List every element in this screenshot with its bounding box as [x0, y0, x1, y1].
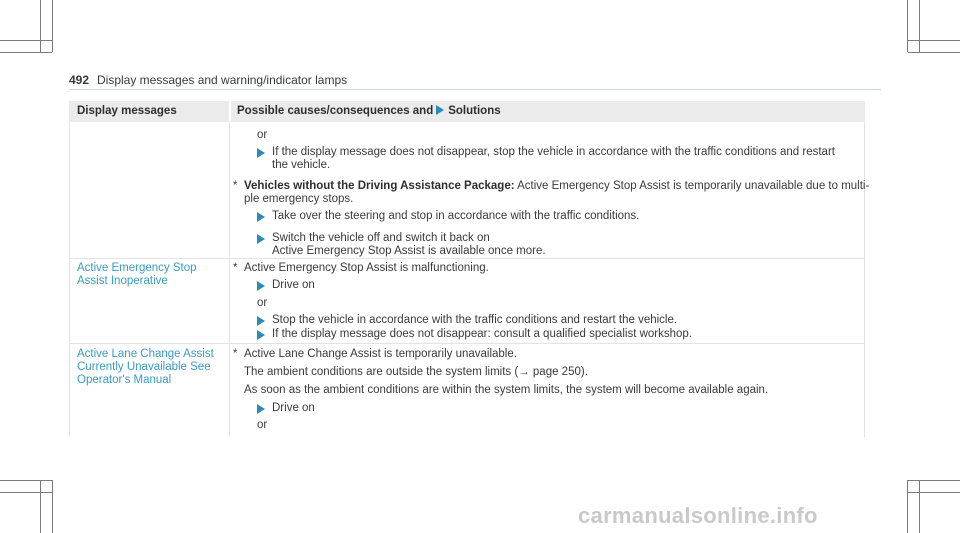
column-header-display-messages: Display messages	[77, 105, 177, 117]
cause-bullet: *	[233, 348, 238, 360]
solution-arrow-icon	[436, 105, 444, 115]
solution-step: the vehicle.	[272, 159, 331, 171]
solution-step: Take over the steering and stop in accordance with the traffic conditions.	[272, 210, 640, 222]
solution-step: Drive on	[272, 402, 315, 414]
solution-step: If the display message does not disappear, stop the vehicle in accordance with the traffic conditions and restart	[272, 146, 835, 158]
crop-mark	[919, 0, 920, 52]
table-header	[69, 101, 865, 122]
cause-condition: Vehicles without the Driving Assistance Package:	[244, 180, 515, 192]
crop-mark	[907, 0, 908, 52]
cause-text: Active Lane Change Assist is temporarily unavailable.	[244, 348, 517, 360]
crop-mark	[0, 40, 52, 41]
crop-mark	[52, 0, 53, 52]
or-text: or	[257, 419, 268, 431]
row-separator	[69, 343, 865, 344]
crop-mark	[908, 492, 960, 493]
cause-bullet: *	[233, 262, 238, 274]
info-text: The ambient conditions are outside the system limits (→ page 250).	[244, 366, 588, 378]
crop-mark	[40, 0, 41, 52]
table-border-left	[69, 122, 70, 437]
crop-mark	[908, 52, 960, 53]
solution-arrow-icon	[257, 148, 265, 158]
cause-bullet: *	[233, 180, 238, 192]
page-header-title: Display messages and warning/indicator lamps	[97, 73, 348, 87]
column-divider	[229, 122, 230, 437]
crop-mark	[919, 480, 920, 533]
solution-arrow-icon	[257, 316, 265, 326]
crop-mark	[907, 480, 908, 533]
info-text: As soon as the ambient conditions are within the system limits, the system will become available again.	[244, 384, 769, 396]
column-header-causes-text: Possible causes/consequences and	[237, 105, 434, 117]
crop-mark	[52, 480, 53, 533]
crop-mark	[908, 40, 960, 41]
display-messages-table	[69, 101, 870, 437]
solution-arrow-icon	[257, 281, 265, 291]
display-message: Operator's Manual	[77, 374, 172, 386]
or-text: or	[257, 129, 268, 141]
solution-arrow-icon	[257, 330, 265, 340]
crop-mark	[0, 492, 52, 493]
solution-arrow-icon	[257, 404, 265, 414]
crop-mark	[908, 480, 960, 481]
or-text: or	[257, 297, 268, 309]
solution-step: Drive on	[272, 279, 315, 291]
page-number: 492	[69, 73, 90, 87]
solution-step: If the display message does not disappear: consult a qualified specialist workshop.	[272, 328, 692, 340]
display-message: Currently Unavailable See	[77, 361, 211, 373]
crop-mark	[40, 480, 41, 533]
crop-mark	[0, 52, 52, 53]
solution-arrow-icon	[257, 234, 265, 244]
crop-mark	[0, 480, 52, 481]
solution-step: Stop the vehicle in accordance with the traffic conditions and restart the vehicle.	[272, 314, 678, 326]
display-message: Assist Inoperative	[77, 275, 168, 287]
cause-text: Active Emergency Stop Assist is malfunctioning.	[244, 262, 489, 274]
column-header-causes-solutions	[237, 105, 501, 117]
header-separator	[229, 101, 231, 122]
cause-text: ple emergency stops.	[244, 193, 354, 205]
display-message: Active Lane Change Assist	[77, 348, 214, 360]
watermark: carmanualsonline.info	[578, 503, 818, 528]
header-rule	[69, 89, 881, 90]
solution-step: Switch the vehicle off and switch it back on	[272, 232, 490, 244]
cause-text	[244, 180, 869, 193]
display-message: Active Emergency Stop	[77, 262, 197, 274]
cause-description: Active Emergency Stop Assist is temporarily unavailable due to multi-	[517, 180, 870, 192]
column-header-solutions-text: Solutions	[448, 105, 501, 117]
solution-arrow-icon	[257, 212, 265, 222]
table-border-right	[864, 122, 865, 437]
solution-step: Active Emergency Stop Assist is available once more.	[272, 245, 546, 257]
row-separator	[69, 258, 865, 259]
